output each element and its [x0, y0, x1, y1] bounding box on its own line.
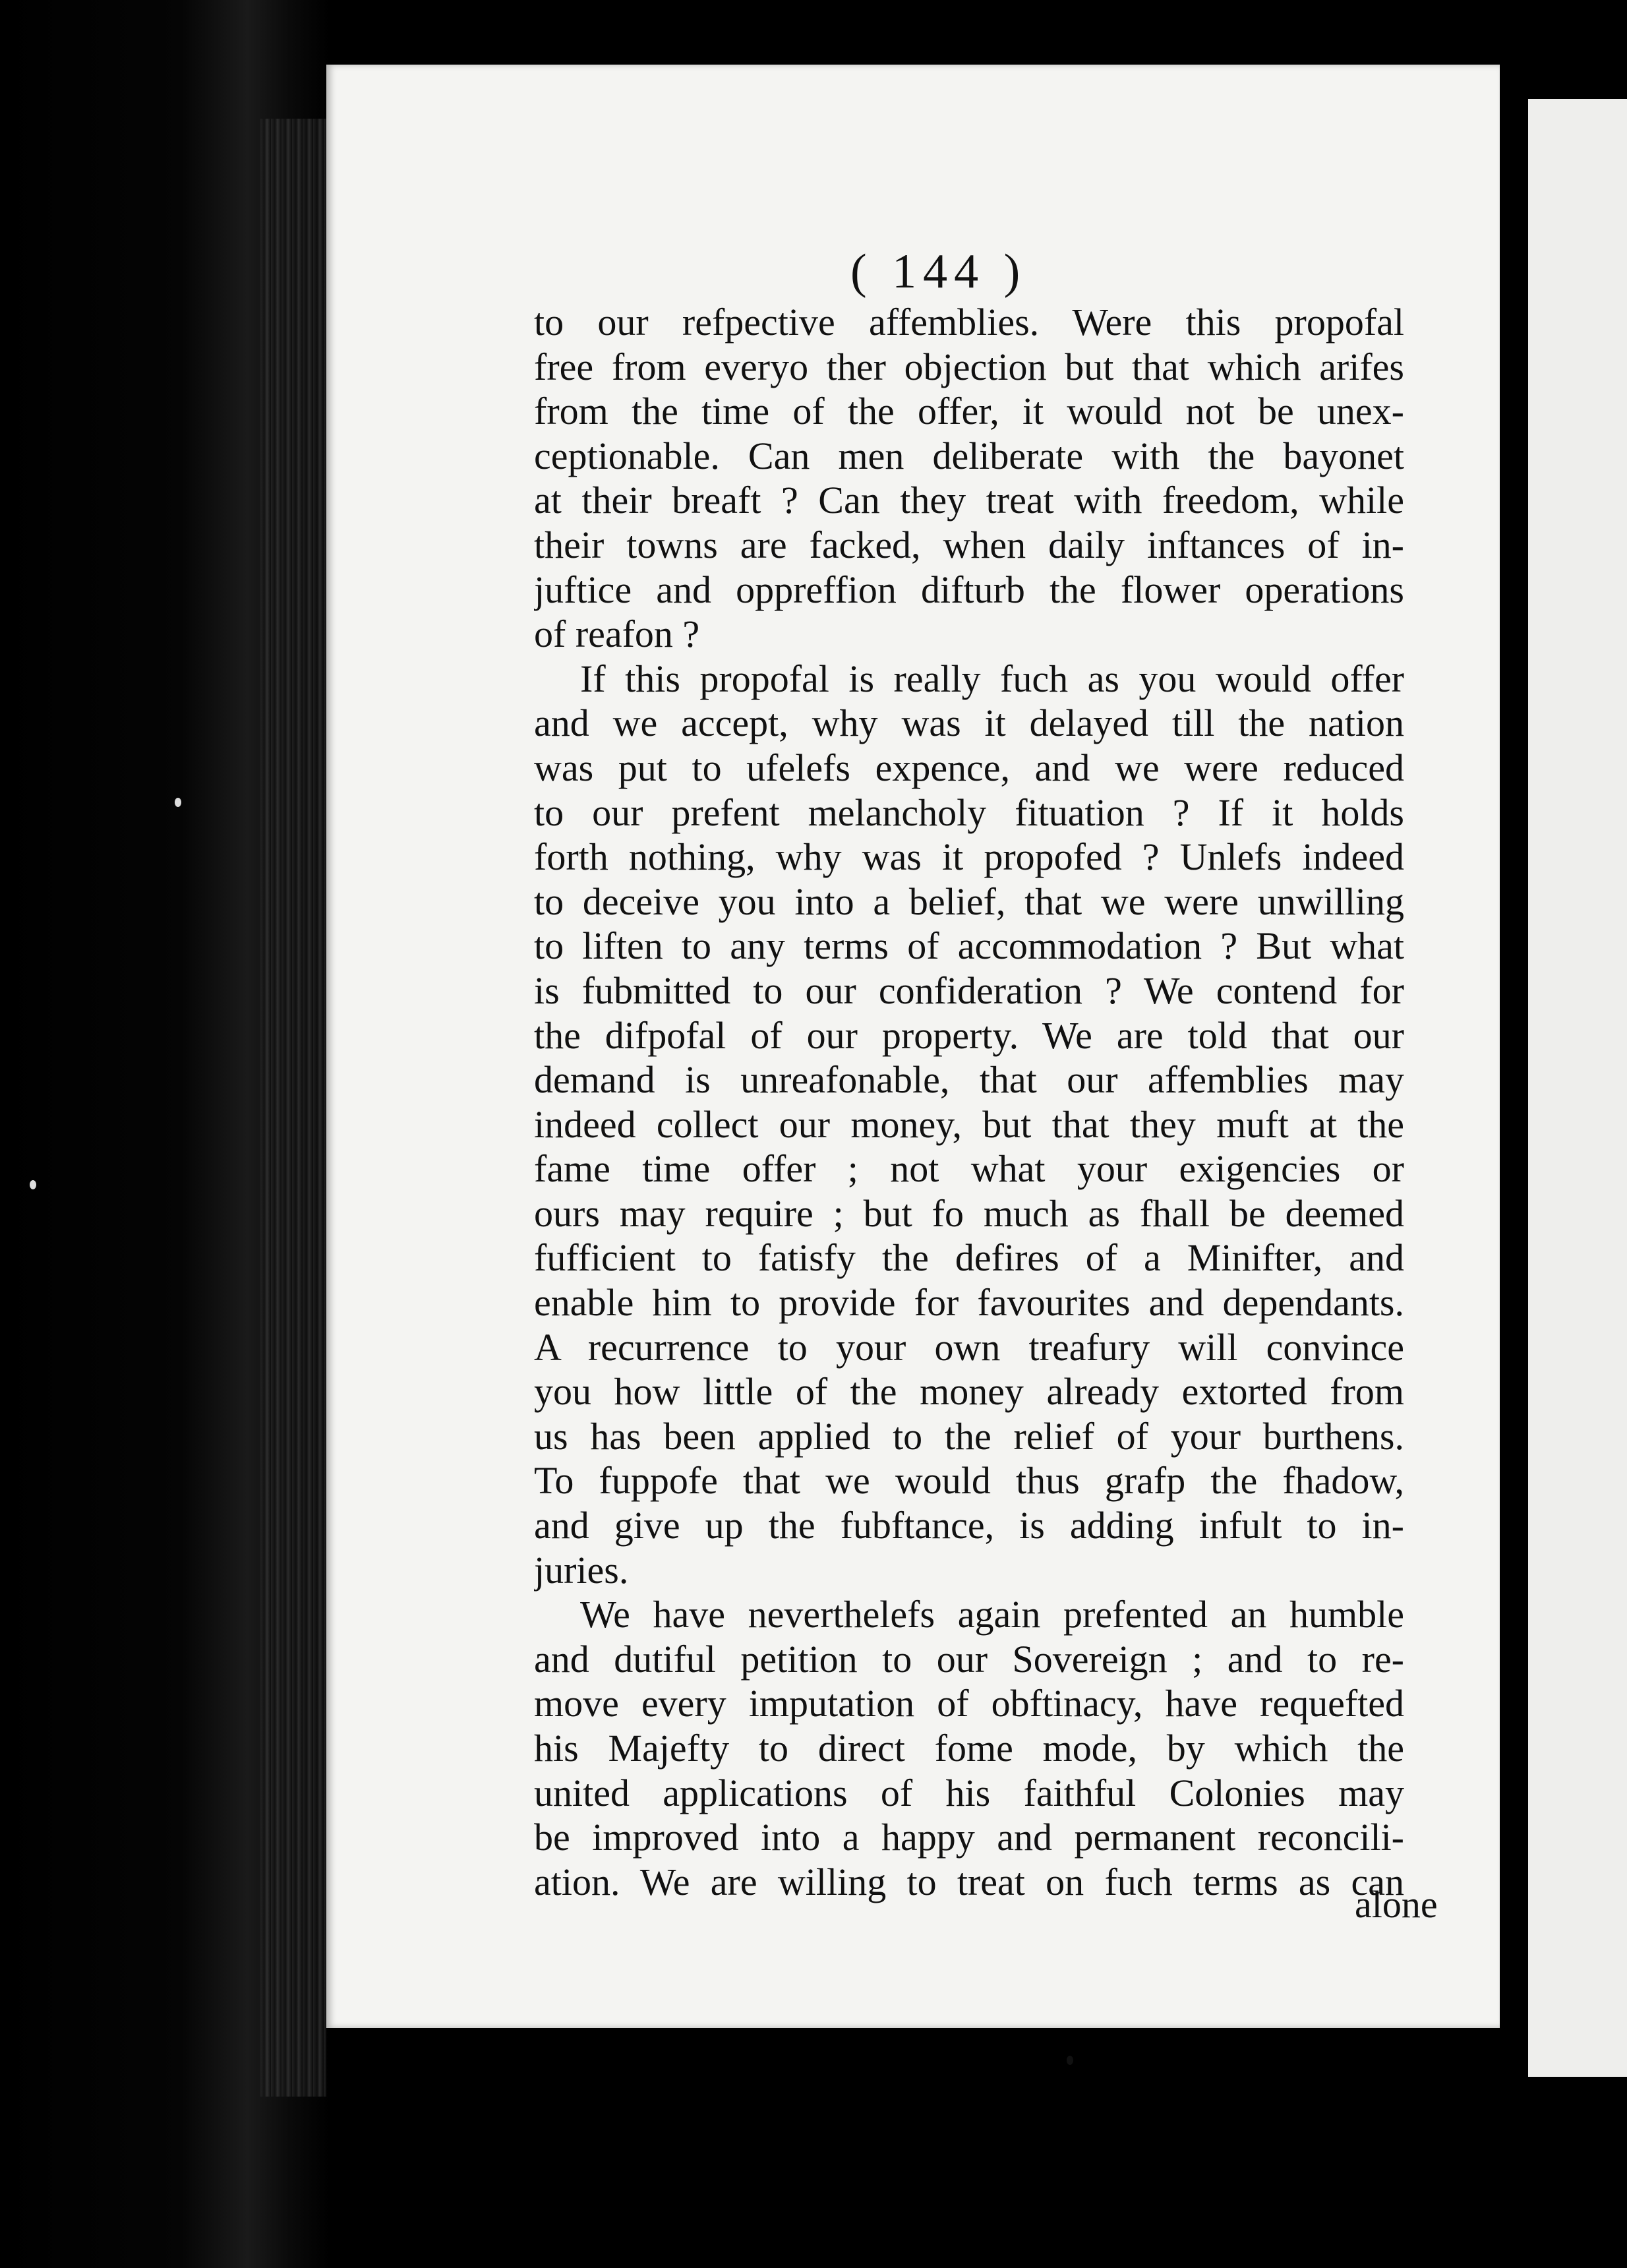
dust-speck	[175, 798, 181, 807]
text-line: free from everyo ther objection but that which arifes	[534, 345, 1404, 388]
text-line: to deceive you into a belief, that we were unwilling	[534, 880, 1404, 923]
text-line: us has been applied to the relief of your burthens.	[534, 1414, 1404, 1458]
text-line: indeed collect our money, but that they muft at the	[534, 1102, 1404, 1146]
body-text	[534, 300, 1404, 1904]
page-number: ( 144 )	[850, 245, 1027, 299]
ink-speck	[1067, 2056, 1073, 2065]
text-line: the difpofal of our property. We are told that our	[534, 1013, 1404, 1057]
text-line: ation. We are willing to treat on fuch terms as can	[534, 1860, 1404, 1903]
text-line: fufficient to fatisfy the defires of a Minifter, and	[534, 1236, 1404, 1280]
text-line: To fuppofe that we would thus grafp the fhadow,	[534, 1459, 1404, 1503]
text-line: demand is unreafonable, that our affemblies may	[534, 1058, 1404, 1102]
text-line: enable him to provide for favourites and dependants.	[534, 1281, 1404, 1325]
text-line: forth nothing, why was it propofed ? Unlefs indeed	[534, 835, 1404, 879]
text-line: his Majefty to direct fome mode, by which the	[534, 1727, 1404, 1770]
text-line: We have neverthelefs again prefented an humble	[580, 1593, 1404, 1636]
text-line: to liften to any terms of accommodation ? But what	[534, 924, 1404, 968]
text-line: their towns are facked, when daily inftances of in-	[534, 523, 1404, 566]
text-line: juries.	[534, 1548, 629, 1592]
text-line: was put to ufelefs expence, and we were reduced	[534, 746, 1404, 789]
text-line: and dutiful petition to our Sovereign ; and to re-	[534, 1637, 1404, 1681]
facing-page-edge	[1528, 99, 1627, 2077]
text-line: of reafon ?	[534, 612, 700, 656]
text-line: ceptionable. Can men deliberate with the bayonet	[534, 434, 1404, 477]
text-line: A recurrence to your own treafury will convince	[534, 1325, 1404, 1369]
text-line: If this propofal is really fuch as you would offer	[580, 657, 1404, 700]
text-line: juftice and oppreffion difturb the flower operations	[534, 568, 1404, 611]
text-line: from the time of the offer, it would not be unex-	[534, 390, 1404, 433]
text-line: at their breaft ? Can they treat with freedom, while	[534, 479, 1404, 522]
text-line: fame time offer ; not what your exigencies or	[534, 1147, 1404, 1191]
text-line: to our prefent melancholy fituation ? If it holds	[534, 791, 1404, 834]
text-line: is fubmitted to our confideration ? We contend for	[534, 969, 1404, 1012]
text-line: ours may require ; but fo much as fhall be deemed	[534, 1191, 1404, 1235]
page-stack-edge	[260, 119, 326, 2097]
text-line: and we accept, why was it delayed till the nation	[534, 701, 1404, 745]
dust-speck	[30, 1180, 36, 1189]
text-line: united applications of his faithful Colonies may	[534, 1771, 1404, 1814]
text-line: you how little of the money already extorted from	[534, 1370, 1404, 1414]
catchword: alone	[1355, 1883, 1438, 1926]
text-line: to our refpective affemblies. Were this propofal	[534, 301, 1404, 343]
text-line: be improved into a happy and permanent reconcili-	[534, 1816, 1404, 1859]
text-line: and give up the fubftance, is adding infult to in-	[534, 1504, 1404, 1547]
text-line: move every imputation of obftinacy, have requefted	[534, 1682, 1404, 1725]
